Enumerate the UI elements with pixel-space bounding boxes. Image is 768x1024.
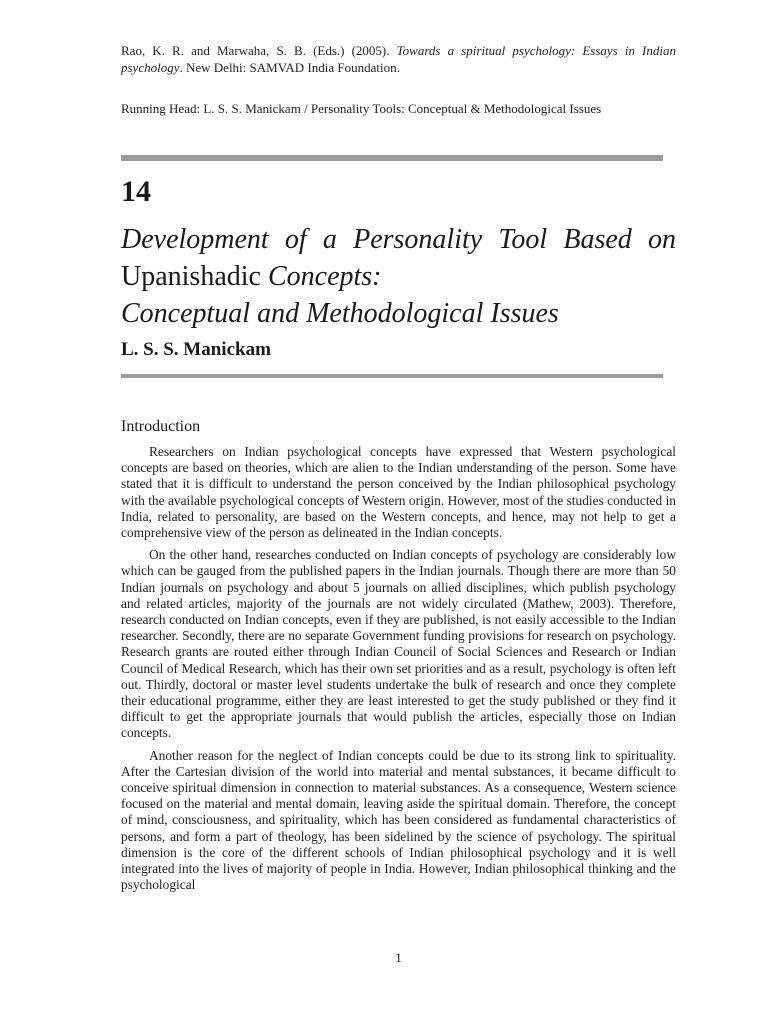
chapter-number: 14 xyxy=(121,175,151,208)
author-name: L. S. S. Manickam xyxy=(121,339,271,360)
top-divider xyxy=(121,155,663,161)
section-heading: Introduction xyxy=(121,418,201,435)
chapter-title-upright: Upanishadic xyxy=(121,261,261,292)
chapter-title-part1: Development of a Personality Tool Based on xyxy=(121,224,676,255)
citation xyxy=(121,42,676,76)
chapter-subtitle: Conceptual and Methodological Issues xyxy=(121,298,559,329)
citation-book-title: Towards a spiritual psychology: Essays in Indian psychology xyxy=(121,43,677,75)
page-number: 1 xyxy=(395,950,402,965)
chapter-title-part2: Concepts: xyxy=(260,261,382,292)
body-text xyxy=(121,444,676,899)
citation-authors: Rao, K. R. and Marwaha, S. B. (Eds.) (2005). xyxy=(121,43,390,58)
citation-publisher: . New Delhi: SAMVAD India Foundation. xyxy=(179,60,400,75)
paragraph: On the other hand, researches conducted on Indian concepts of psychology are considerably low which can be gauged from the published papers in the Indian journals. Though there are more than 50 Indian journals on psychology and about 5 journals on allied disciplines, which publish psychology and related articles, majority of the journals are not widely circulated (Mathew, 2003). Therefore, research conducted on Indian concepts, even if they are published, is not easily accessible to the Indian researcher. Secondly, there are no separate Government funding provisions for research on psychology. Research grants are routed either through Indian Council of Social Sciences and Research or Indian Council of Medical Research, which has their own set priorities and as a result, psychology is often left out. Thirdly, doctoral or master level students undertake the bulk of research and once they complete their educational programme, either they are least interested to get the study published or they find it difficult to get the appropriate journals that would publish the articles, especially those on Indian concepts. xyxy=(121,547,676,741)
bottom-divider xyxy=(121,374,663,378)
running-head: Running Head: L. S. S. Manickam / Personality Tools: Conceptual & Methodological Issues xyxy=(121,101,602,116)
paragraph: Researchers on Indian psychological concepts have expressed that Western psychological concepts are based on theories, which are alien to the Indian understanding of the person. Some have stated that it is difficult to understand the person conceived by the Indian philosophical psychology with the available psychological concepts of Western origin. However, most of the studies conducted in India, related to personality, are based on the Western concepts, and hence, may not help to get a comprehensive view of the person as delineated in the Indian concepts. xyxy=(121,444,676,541)
paragraph: Another reason for the neglect of Indian concepts could be due to its strong link to spirituality. After the Cartesian division of the world into material and mental substances, it became difficult to conceive spiritual dimension in connection to material substances. As a consequence, Western science focused on the material and mental domain, leaving aside the spiritual domain. Therefore, the concept of mind, consciousness, and spirituality, which has been considered as fundamental characteristics of persons, and form a part of theology, has been sidelined by the science of psychology. The spiritual dimension is the core of the different schools of Indian philosophical psychology and it is well integrated into the lives of majority of people in India. However, Indian philosophical thinking and the psychological xyxy=(121,747,676,893)
chapter-title xyxy=(121,221,676,295)
